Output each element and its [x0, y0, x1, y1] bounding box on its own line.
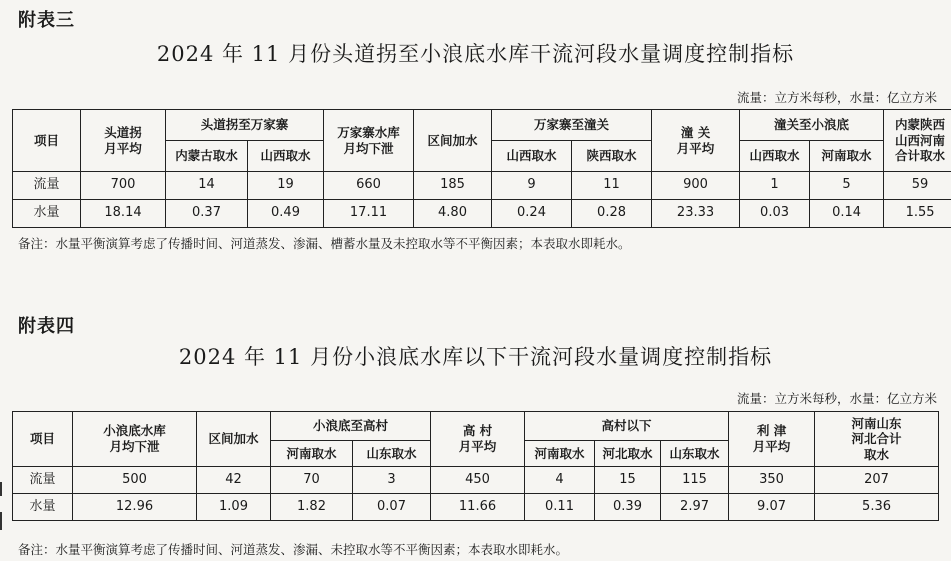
- table-cell: 18.14: [81, 200, 166, 228]
- table-cell: 1.82: [271, 494, 353, 521]
- header-henan-withdrawal: 河南取水: [810, 141, 884, 172]
- table4-note: 备注：水量平衡演算考虑了传播时间、河道蒸发、渗漏、未控取水等不平衡因素；本表取水即耗水。: [18, 542, 569, 557]
- table-cell: 0.07: [353, 494, 431, 521]
- table-cell: 15: [595, 467, 661, 494]
- table-cell: 3: [353, 467, 431, 494]
- header-henan-withdrawal-1: 河南取水: [271, 441, 353, 467]
- table-cell: 900: [652, 172, 740, 200]
- table-cell: 0.39: [595, 494, 661, 521]
- table3-title: 2024 年 11 月份头道拐至小浪底水库干流河段水量调度控制指标: [156, 42, 795, 66]
- header-interval-inflow: 区间加水: [414, 110, 492, 172]
- header-xiaolangdi-gaocun: 小浪底至高村: [271, 412, 431, 441]
- table-row: [13, 200, 951, 228]
- header-combined-withdrawal: 河南山东 河北合计 取水: [815, 412, 939, 467]
- header-combined-withdrawal: 内蒙陕西 山西河南 合计取水: [884, 110, 951, 172]
- header-hebei-withdrawal: 河北取水: [595, 441, 661, 467]
- table-cell: 70: [271, 467, 353, 494]
- header-tongguan-xiaolangdi: 潼关至小浪底: [740, 110, 884, 141]
- table-row: [13, 172, 951, 200]
- table-cell: 9.07: [729, 494, 815, 521]
- header-shandong-withdrawal-2: 山东取水: [661, 441, 729, 467]
- header-gaocun-monthly: 高 村 月平均: [431, 412, 525, 467]
- margin-mark: [0, 512, 2, 530]
- header-interval-inflow: 区间加水: [197, 412, 271, 467]
- row-label: 流量: [13, 467, 73, 494]
- table-cell: 14: [166, 172, 248, 200]
- table4-unit: 流量：立方米每秒，水量：亿立方米: [736, 391, 937, 406]
- table-cell: 1: [740, 172, 810, 200]
- table-cell: 19: [248, 172, 324, 200]
- table-cell: 2.97: [661, 494, 729, 521]
- table-cell: 0.28: [572, 200, 652, 228]
- header-toudaoguai-wanjiazhai: 头道拐至万家寨: [166, 110, 324, 141]
- table-cell: 0.49: [248, 200, 324, 228]
- table-cell: 0.24: [492, 200, 572, 228]
- table-cell: 207: [815, 467, 939, 494]
- table-cell: 12.96: [73, 494, 197, 521]
- header-neimenggu-withdrawal: 内蒙古取水: [166, 141, 248, 172]
- header-xiaolangdi-release: 小浪底水库 月均下泄: [73, 412, 197, 467]
- header-item: 项目: [13, 412, 73, 467]
- row-label: 水量: [13, 494, 73, 521]
- header-henan-withdrawal-2: 河南取水: [525, 441, 595, 467]
- margin-mark: [0, 482, 2, 496]
- table-cell: 9: [492, 172, 572, 200]
- table-cell: 42: [197, 467, 271, 494]
- table-cell: 5: [810, 172, 884, 200]
- table3-note: 备注：水量平衡演算考虑了传播时间、河道蒸发、渗漏、槽蓄水量及未控取水等不平衡因素；本表取水即耗水。: [18, 236, 631, 251]
- table4: [12, 411, 939, 521]
- table-cell: 185: [414, 172, 492, 200]
- table-cell: 59: [884, 172, 951, 200]
- table-cell: 0.11: [525, 494, 595, 521]
- header-below-gaocun: 高村以下: [525, 412, 729, 441]
- header-wanjiazhai-tongguan: 万家寨至潼关: [492, 110, 652, 141]
- row-label: 流量: [13, 172, 81, 200]
- header-shandong-withdrawal-1: 山东取水: [353, 441, 431, 467]
- table-cell: 11.66: [431, 494, 525, 521]
- table-cell: 0.03: [740, 200, 810, 228]
- header-toudaoguai-monthly: 头道拐 月平均: [81, 110, 166, 172]
- table-cell: 450: [431, 467, 525, 494]
- header-lijin-monthly: 利 津 月平均: [729, 412, 815, 467]
- table-cell: 1.09: [197, 494, 271, 521]
- table-cell: 11: [572, 172, 652, 200]
- table-cell: 23.33: [652, 200, 740, 228]
- header-shanxi-withdrawal-1: 山西取水: [248, 141, 324, 172]
- table-row: [13, 494, 939, 521]
- header-shanxi-withdrawal-2: 山西取水: [492, 141, 572, 172]
- table3: [12, 109, 951, 228]
- header-shanxi-withdrawal-3: 山西取水: [740, 141, 810, 172]
- table-cell: 4.80: [414, 200, 492, 228]
- table-cell: 5.36: [815, 494, 939, 521]
- row-label: 水量: [13, 200, 81, 228]
- appendix-label-4: 附表四: [18, 316, 75, 337]
- table-cell: 1.55: [884, 200, 951, 228]
- table-cell: 17.11: [324, 200, 414, 228]
- table-cell: 500: [73, 467, 197, 494]
- table-cell: 350: [729, 467, 815, 494]
- table-cell: 0.14: [810, 200, 884, 228]
- table-cell: 115: [661, 467, 729, 494]
- table3-unit: 流量：立方米每秒，水量：亿立方米: [736, 90, 937, 105]
- header-shaanxi-withdrawal: 陕西取水: [572, 141, 652, 172]
- header-wanjiazhai-release: 万家寨水库 月均下泄: [324, 110, 414, 172]
- table4-title: 2024 年 11 月份小浪底水库以下干流河段水量调度控制指标: [178, 345, 773, 369]
- table-cell: 700: [81, 172, 166, 200]
- table-cell: 660: [324, 172, 414, 200]
- appendix-label-3: 附表三: [18, 10, 75, 31]
- header-item: 项目: [13, 110, 81, 172]
- header-tongguan-monthly: 潼 关 月平均: [652, 110, 740, 172]
- table-cell: 4: [525, 467, 595, 494]
- table-row: [13, 467, 939, 494]
- table-cell: 0.37: [166, 200, 248, 228]
